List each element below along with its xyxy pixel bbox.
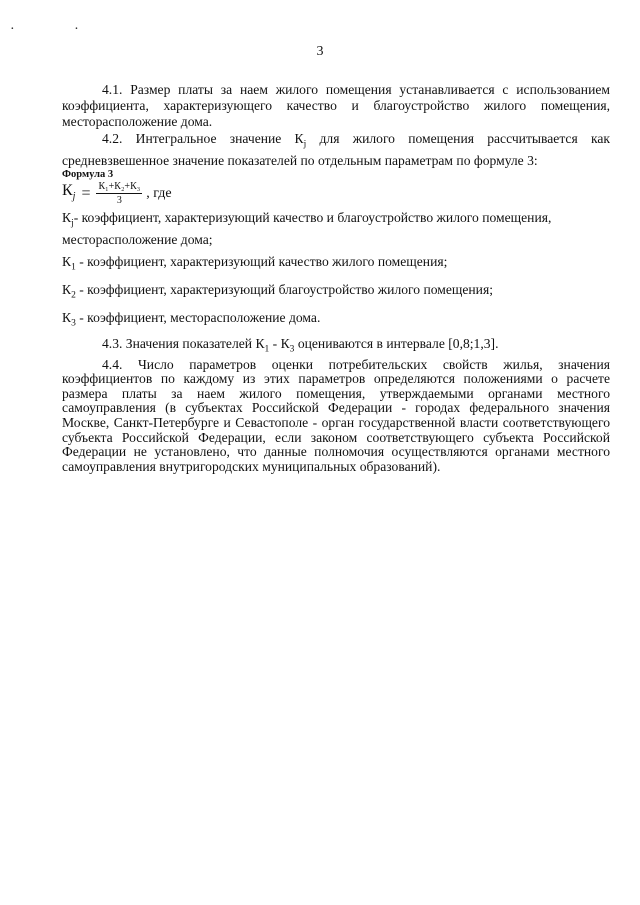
subscript: 1 [264, 344, 270, 355]
formula-suffix: , где [146, 185, 172, 201]
definition-subscript: 3 [71, 318, 76, 329]
formula-lhs [62, 183, 75, 205]
subscript: j [303, 139, 307, 150]
paragraph-text: Размер платы за наем жилого помещения устанавливается с использованием коэффициента, характеризующего качество и благоустройство жилого помещения, месторасположение дома. [62, 82, 610, 130]
definition-text: - коэффициент, месторасположение дома. [75, 309, 321, 325]
definition-subscript: 1 [71, 262, 76, 273]
formula-fraction [96, 181, 142, 206]
definition-text: - коэффициент, характеризующий качество и благоустройство жилого помещения, месторасположение дома; [62, 209, 552, 247]
paragraph-4-3 [62, 336, 610, 358]
definition-kj [62, 210, 610, 248]
subscript: 3 [289, 344, 295, 355]
definition-subscript: j [71, 218, 74, 229]
paragraph-text: для жилого помещения рассчитывается как средневзвешенное значение показателей по отдельным параметрам по формуле 3: [62, 130, 610, 168]
paragraph-4-4: 4.4. Число параметров оценки потребительских свойств жилья, значения коэффициентов по каждому из этих параметров определяются положениями о расчете размера платы за наем жилого помещения, утверждаемыми органами местного самоуправления (в субъектах Российской Федерации - городах федерального значения Москве, Санкт-Петербурге и Севастополе - орган государственной власти соответствующего субъекта Российской Федерации, если законом соответствующего субъекта Российской Федерации не установлено, что данные полномочия осуществляются органами местного самоуправления внутригородских муниципальных образований). [62, 356, 610, 474]
scan-marks: · · [10, 22, 107, 37]
formula-denominator: 3 [116, 195, 122, 207]
definition-k3 [62, 308, 610, 336]
paragraph-number: 4.1. [102, 82, 123, 97]
formula-label: Формула 3 [62, 168, 114, 180]
paragraph-text: - К [269, 335, 290, 351]
definition-symbol: К [62, 309, 72, 325]
paragraph-4-1 [62, 82, 610, 131]
formula-numerator: К₁+К₂+К₃ [98, 181, 141, 193]
paragraph-4-2 [62, 131, 610, 169]
definition-k1 [62, 252, 610, 280]
paragraph-text: Интегральное значение К [135, 130, 304, 146]
definition-text: - коэффициент, характеризующий качество жилого помещения; [75, 253, 448, 269]
definition-k2 [62, 280, 610, 308]
paragraph-text: 4.3. Значения показателей К [102, 335, 265, 351]
definition-symbol: К [62, 281, 72, 297]
paragraph-number: 4.2. [102, 130, 123, 146]
definition-subscript: 2 [71, 290, 76, 301]
formula-subscript: j [72, 190, 76, 202]
formula [62, 180, 610, 208]
paragraph-text: оцениваются в интервале [0,8;1,3]. [294, 335, 499, 351]
document-body [62, 82, 610, 474]
definition-symbol: К [62, 253, 72, 269]
definition-symbol: К [62, 209, 72, 225]
formula-equals: = [81, 184, 91, 202]
formula-symbol: К [62, 181, 73, 199]
definition-text: - коэффициент, характеризующий благоустройство жилого помещения; [75, 281, 493, 297]
page-number: 3 [316, 44, 324, 59]
